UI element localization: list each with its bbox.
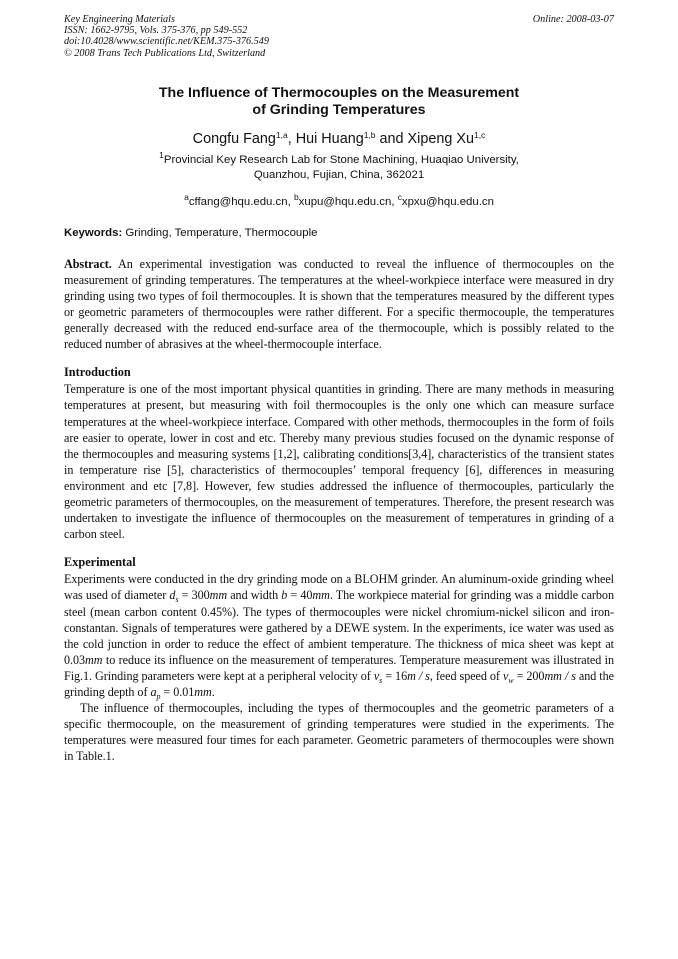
experimental-paragraph-1: Experiments were conducted in the dry grinding mode on a BLOHM grinder. An aluminum-oxide grinding wheel was used of diameter $d_s = 300mm$ and width b = 40mm. The workpiece material for grinding was a middle carbon steel (mean carbon content 0.45%). The types of thermocouples were nickel chromium-nickel silicon and iron-constantan. Signals of temperatures were gathered by a DEWE system. In the experiments, ice water was used as the cold junction in order to reduce the effect of ambient temperature. The thickness of mica sheet was kept at 0.03mm to reduce its influence on the measurement of temperatures. Temperature measurement was illustrated in Fig.1. Grinding parameters were kept at a peripheral velocity of $v_s = 16m / s$, feed speed of $v_w = 200mm / s$ and the grinding depth of $a_p = 0.01mm$. [64,572,614,701]
keywords-label: Keywords: [64,226,123,239]
author-list [64,130,614,148]
author-2: Hui Huang [295,130,364,147]
equation-wheel-width: b = 40mm [281,588,330,603]
equation-mica-thickness: 0.03mm [64,652,103,667]
abstract-text: An experimental investigation was conducted to reveal the influence of thermocouples on the measurement of grinding temperatures. The temperatures at the wheel-workpiece interface were measured in dry grinding using two types of foil thermocouples. It is shown that the temperatures measured by the different types or geometric parameters of thermocouples were rather different. For a specific thermocouple, the temperatures generally decreased with the reduced end-surface area of the thermocouple, which is possibly related to the reduced number of abrasives at the wheel-thermocouple interface. [64,256,614,352]
paper-title [64,85,614,120]
title-line-1: The Influence of Thermocouples on the Measurement [158,84,520,101]
email-a: cffang@hqu.edu.cn [188,195,288,208]
abstract-label: Abstract. [64,256,112,271]
experimental-heading: Experimental [64,555,136,570]
email-c: xpxu@hqu.edu.cn [401,195,494,208]
introduction-paragraph: Temperature is one of the most important physical quantities in grinding. There are many methods in measuring temperatures at present, but measuring with foil thermocouples is the only one which can measure surface temperatures at the wheel-workpiece interface. Compared with other methods, thermocouples in the form of foils are easier to operate, lower in cost and etc. Thereby many previous studies focused on the dynamic response of the thermocouples and measuring systems [1,2], calibrating conditions[3,4], characteristics of the transient states in temperature rise [5], characteristics of thermocouples’ temporal frequency [6], differences in measuring environment and etc [7,8]. However, few studies addressed the influence of thermocouples, particularly the geometric parameters of thermocouples, on the measurement of temperatures. Therefore, the present research was undertaken to investigate the influence of thermocouples on the measurement of temperatures in grinding of a carbon steel. [64,382,614,542]
email-list: $^a$cffang@hqu.edu.cn, $^b$xupu@hqu.edu.cn, $^c$xpxu@hqu.edu.cn [184,191,494,208]
issn-line: ISSN: 1662-9795, Vols. 375-376, pp 549-552 [64,25,248,37]
keywords-text: Grinding, Temperature, Thermocouple [122,226,318,239]
equation-feed-speed: $v_w = 200mm / s$ [502,668,576,685]
author-1-marker: 1,a [275,129,288,140]
equation-grinding-depth: $a_p = 0.01mm$ [150,684,212,701]
title-line-2: of Grinding Temperatures [252,102,426,119]
affiliation [64,149,614,183]
abstract [64,256,614,353]
running-header [64,14,614,59]
paper-page [64,14,614,764]
email-b: xupu@hqu.edu.cn [298,195,392,208]
affiliation-marker: 1 [159,149,164,160]
author-3: Xipeng Xu [407,130,474,147]
publication-info [64,14,269,59]
equation-wheel-diameter: $d_s = 300mm$ [169,588,228,605]
author-3-marker: 1,c [473,129,486,140]
copyright-line: © 2008 Trans Tech Publications Ltd, Switzerland [64,47,266,59]
affiliation-line-2: Quanzhou, Fujian, China, 362021 [253,168,425,181]
author-2-marker: 1,b [363,129,376,140]
affiliation-line-1: $^1$Provincial Key Research Lab for Stone Machining, Huaqiao University, [159,149,519,166]
keywords [64,226,614,240]
doi-line: doi:10.4028/www.scientific.net/KEM.375-376.549 [64,36,269,48]
experimental-paragraph-2: The influence of thermocouples, including the types of thermocouples and the geometric parameters of a specific thermocouple, on the measurement of grinding temperatures were studied in the experiments. The temperatures were measured four times for each parameter. Geometric parameters of thermocouples were shown in Table.1. [64,701,614,764]
journal-name: Key Engineering Materials [64,14,175,25]
author-separator: , [287,130,296,147]
equation-peripheral-velocity: $v_s = 16m / s$ [373,668,430,685]
author-separator: and [375,130,408,147]
introduction-heading: Introduction [64,365,131,380]
author-1: Congfu Fang [192,130,276,147]
online-date: Online: 2008-03-07 [532,14,614,25]
